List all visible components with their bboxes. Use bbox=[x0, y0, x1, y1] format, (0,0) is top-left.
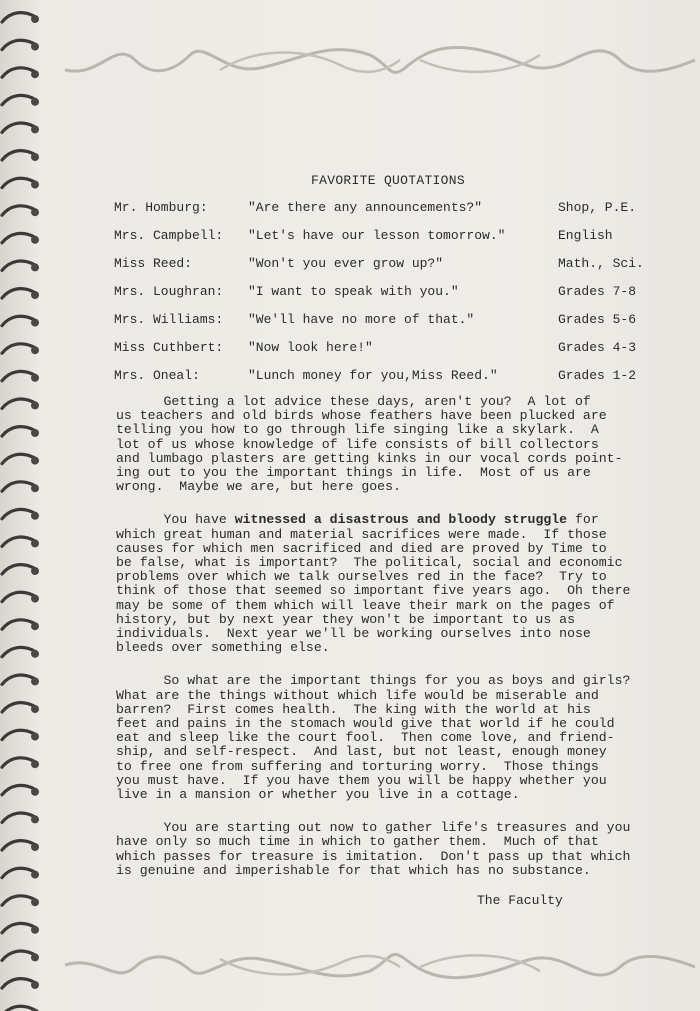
paragraph bbox=[116, 674, 676, 802]
binding-hole bbox=[31, 153, 39, 161]
spiral-coil bbox=[2, 979, 34, 988]
spiral-coil bbox=[2, 537, 34, 546]
spiral-coil bbox=[2, 289, 34, 298]
binding-hole bbox=[31, 650, 39, 658]
quotation-text: "Let's have our lesson tomorrow." bbox=[248, 228, 506, 243]
binding-hole bbox=[31, 319, 39, 327]
spiral-coil bbox=[2, 68, 34, 77]
binding-hole bbox=[31, 539, 39, 547]
quotation-text: "We'll have no more of that." bbox=[248, 312, 475, 327]
paragraph bbox=[116, 395, 676, 494]
binding-hole bbox=[31, 677, 39, 685]
paragraph-line: may be some of them which will leave their mark on the pages of bbox=[116, 597, 615, 613]
paragraph-line: What are the things without which life would be miserable and bbox=[116, 687, 599, 703]
binding-hole bbox=[31, 512, 39, 520]
subject: English bbox=[558, 228, 613, 243]
binding-hole bbox=[31, 843, 39, 851]
spiral-coil bbox=[2, 261, 34, 270]
binding-hole bbox=[31, 760, 39, 768]
spiral-coil bbox=[2, 620, 34, 629]
spiral-coil bbox=[2, 896, 34, 905]
teacher-name: Mr. Homburg: bbox=[114, 200, 208, 215]
spiral-coil bbox=[2, 371, 34, 380]
paragraph-line: us teachers and old birds whose feathers have been plucked are bbox=[116, 408, 607, 424]
emphasized-text: witnessed a disastrous and bloody struggle bbox=[234, 512, 568, 528]
quotation-text: "Are there any announcements?" bbox=[248, 200, 483, 215]
spiral-coil bbox=[2, 427, 34, 436]
paragraph-line: feet and pains in the stomach would give that world if he could bbox=[116, 716, 615, 732]
spiral-coil bbox=[2, 785, 34, 794]
binding-hole bbox=[31, 457, 39, 465]
signature: The Faculty bbox=[477, 893, 563, 908]
spiral-coil bbox=[2, 482, 34, 491]
spiral-binding bbox=[0, 0, 46, 1011]
paragraph-line: think of those that seemed so important five years ago. Oh there bbox=[116, 583, 631, 599]
paragraph-line: Getting a lot advice these days, aren't you? A lot of bbox=[116, 394, 591, 409]
binding-hole bbox=[31, 484, 39, 492]
spiral-coil bbox=[2, 151, 34, 160]
paragraph-line: which great human and material sacrifices were made. If those bbox=[116, 526, 607, 542]
binding-hole bbox=[31, 705, 39, 713]
spiral-coil bbox=[2, 1006, 34, 1011]
teacher-name: Mrs. Williams: bbox=[114, 312, 224, 327]
paragraph-line bbox=[116, 513, 676, 527]
binding-hole bbox=[31, 926, 39, 934]
binding-hole bbox=[31, 43, 39, 51]
binding-hole bbox=[31, 733, 39, 741]
quotation-text: "Lunch money for you,Miss Reed." bbox=[248, 368, 498, 383]
teacher-name: Miss Cuthbert: bbox=[114, 340, 224, 355]
binding-hole bbox=[31, 622, 39, 630]
paragraph-line: eat and sleep like the court fool. Then come love, and friend- bbox=[116, 730, 615, 746]
spiral-coil bbox=[2, 675, 34, 684]
binding-hole bbox=[31, 70, 39, 78]
spiral-coil bbox=[2, 813, 34, 822]
subject: Grades 7-8 bbox=[558, 284, 637, 299]
binding-hole bbox=[31, 291, 39, 299]
binding-hole bbox=[31, 871, 39, 879]
spiral-coil bbox=[2, 344, 34, 353]
quotation-row bbox=[114, 284, 674, 312]
teacher-name: Mrs. Oneal: bbox=[114, 368, 200, 383]
paragraph-line: barren? First comes health. The king with the world at his bbox=[116, 701, 591, 717]
subject: Shop, P.E. bbox=[558, 200, 637, 215]
paragraph-line: problems over which we talk ourselves red in the face? Try to bbox=[116, 569, 607, 585]
paragraph-line: is genuine and imperishable for that which has no substance. bbox=[116, 862, 591, 878]
spiral-coil bbox=[2, 841, 34, 850]
binding-hole bbox=[31, 401, 39, 409]
spiral-coil bbox=[2, 509, 34, 518]
quotation-row bbox=[114, 256, 674, 284]
binding-hole bbox=[31, 374, 39, 382]
teacher-name: Miss Reed: bbox=[114, 256, 193, 271]
spiral-coil bbox=[2, 399, 34, 408]
binding-hole bbox=[31, 208, 39, 216]
paragraph bbox=[116, 821, 676, 878]
binding-hole bbox=[31, 788, 39, 796]
paragraph-line: be false, what is important? The political, social and economic bbox=[116, 555, 623, 571]
paragraph bbox=[116, 513, 676, 655]
subject: Grades 1-2 bbox=[558, 368, 637, 383]
teacher-name: Mrs. Campbell: bbox=[114, 228, 224, 243]
spiral-coil bbox=[2, 40, 34, 49]
spiral-coil bbox=[2, 923, 34, 932]
paragraph-line: So what are the important things for you as boys and girls? bbox=[116, 673, 631, 689]
paragraph-line: lot of us whose knowledge of life consists of bill collectors bbox=[116, 436, 599, 452]
paragraph-line: which passes for treasure is imitation. Don't pass up that which bbox=[116, 848, 631, 864]
binding-hole bbox=[31, 898, 39, 906]
spiral-coil bbox=[2, 233, 34, 242]
spiral-coil bbox=[2, 868, 34, 877]
spiral-coil bbox=[2, 758, 34, 767]
quotation-text: "Won't you ever grow up?" bbox=[248, 256, 444, 271]
top-ornament bbox=[60, 30, 700, 90]
quotation-row bbox=[114, 340, 674, 368]
binding-hole bbox=[31, 125, 39, 133]
paragraph-line: history, but by next year they won't be important to us as bbox=[116, 611, 575, 627]
binding-hole bbox=[31, 595, 39, 603]
spiral-coil bbox=[2, 592, 34, 601]
spiral-coil bbox=[2, 95, 34, 104]
paragraph-line: have only so much time in which to gather them. Much of that bbox=[116, 834, 599, 850]
binding-hole bbox=[31, 236, 39, 244]
teacher-name: Mrs. Loughran: bbox=[114, 284, 224, 299]
paragraph-line: live in a mansion or whether you live in a cottage. bbox=[116, 787, 520, 803]
spiral-coil bbox=[2, 703, 34, 712]
quotations-list bbox=[114, 200, 674, 396]
binding-hole bbox=[31, 15, 39, 23]
paragraph-line: wrong. Maybe we are, but here goes. bbox=[116, 479, 401, 495]
paragraph-line: telling you how to go through life singing like a skylark. A bbox=[116, 422, 599, 438]
quotation-row bbox=[114, 312, 674, 340]
binding-hole bbox=[31, 953, 39, 961]
quotation-text: "Now look here!" bbox=[248, 340, 373, 355]
binding-hole bbox=[31, 263, 39, 271]
subject: Grades 5-6 bbox=[558, 312, 637, 327]
spiral-coil bbox=[2, 565, 34, 574]
binding-hole bbox=[31, 98, 39, 106]
bottom-ornament bbox=[60, 935, 700, 995]
line-text: You have bbox=[116, 512, 235, 528]
quotation-text: "I want to speak with you." bbox=[248, 284, 459, 299]
subject: Math., Sci. bbox=[558, 256, 644, 271]
spiral-coil bbox=[2, 206, 34, 215]
spiral-coil bbox=[2, 951, 34, 960]
paragraph-line: bleeds over something else. bbox=[116, 640, 330, 656]
quotation-row bbox=[114, 368, 674, 396]
binding-hole bbox=[31, 567, 39, 575]
quotation-row bbox=[114, 228, 674, 256]
subject: Grades 4-3 bbox=[558, 340, 637, 355]
line-text: for bbox=[567, 512, 599, 528]
quotation-row bbox=[114, 200, 674, 228]
paragraph-line: ship, and self-respect. And last, but not least, enough money bbox=[116, 744, 607, 760]
spiral-coil bbox=[2, 454, 34, 463]
spiral-coil bbox=[2, 123, 34, 132]
spiral-coil bbox=[2, 316, 34, 325]
paragraph-line: individuals. Next year we'll be working ourselves into nose bbox=[116, 626, 591, 642]
faculty-letter bbox=[116, 395, 676, 897]
paragraph-line: causes for which men sacrificed and died are proved by Time to bbox=[116, 540, 607, 556]
binding-hole bbox=[31, 346, 39, 354]
binding-hole bbox=[31, 815, 39, 823]
binding-hole bbox=[31, 981, 39, 989]
paragraph-line: You are starting out now to gather life's treasures and you bbox=[116, 820, 631, 836]
spiral-coil bbox=[2, 13, 34, 22]
page-title: FAVORITE QUOTATIONS bbox=[311, 173, 465, 188]
paragraph-line: to free one from suffering and torturing worry. Those things bbox=[116, 758, 599, 774]
spiral-coil bbox=[2, 647, 34, 656]
paragraph-line: you must have. If you have them you will be happy whether you bbox=[116, 772, 607, 788]
spiral-coil bbox=[2, 730, 34, 739]
paragraph-line: ing out to you the important things in life. Most of us are bbox=[116, 465, 591, 481]
paragraph-line: and lumbago plasters are getting kinks in our vocal cords point- bbox=[116, 450, 623, 466]
binding-hole bbox=[31, 429, 39, 437]
